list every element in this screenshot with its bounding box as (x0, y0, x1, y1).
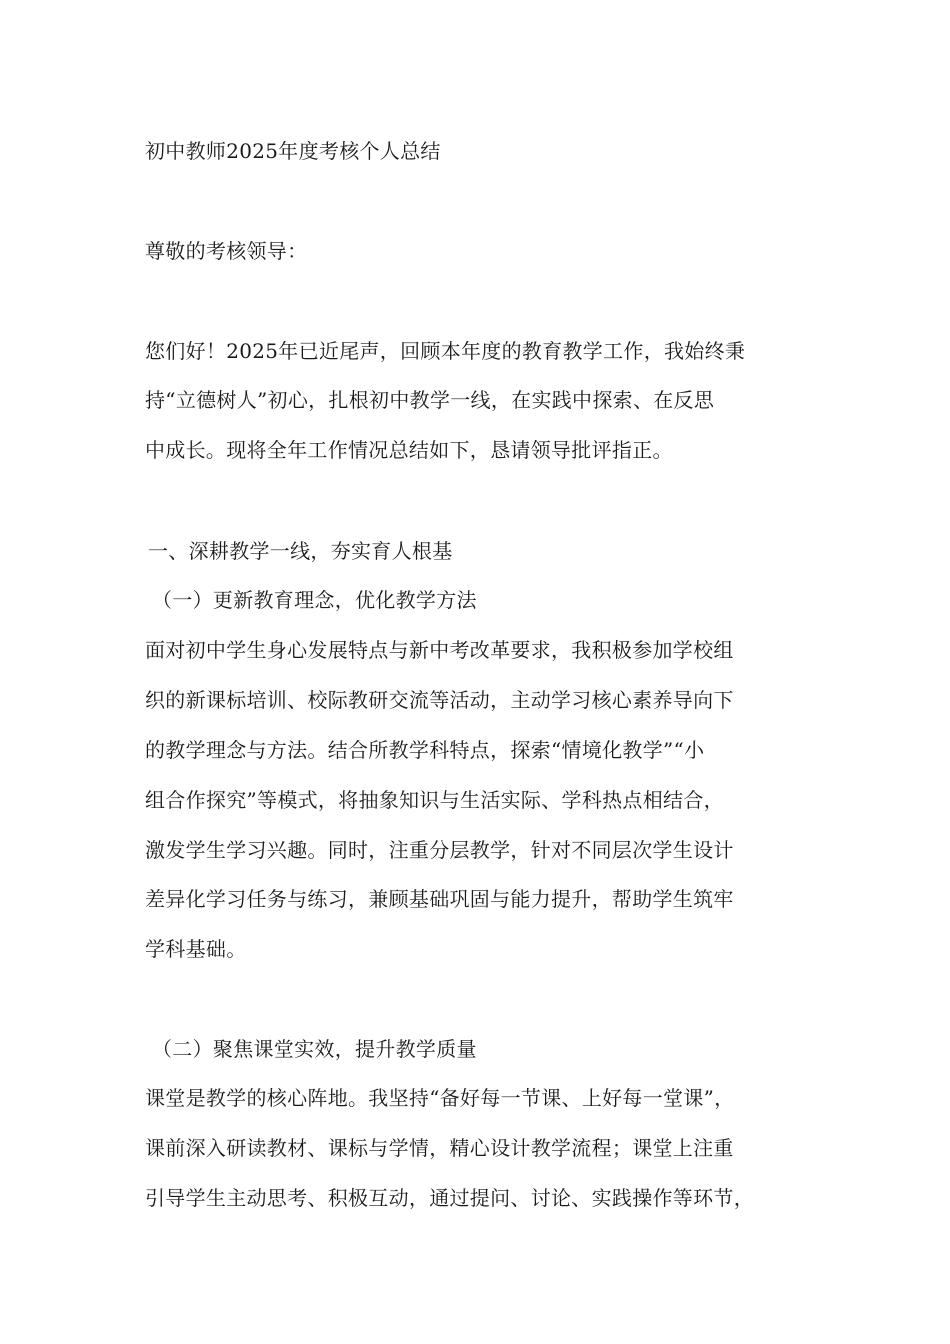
body-line: 织的新课标培训、校际教研交流等活动，主动学习核心素养导向下 (145, 688, 734, 712)
body-line: 课前深入研读教材、课标与学情，精心设计教学流程；课堂上注重 (145, 1136, 734, 1160)
body-line: 组合作探究”等模式，将抽象知识与生活实际、学科热点相结合， (145, 788, 724, 812)
subsection-heading: （二）聚焦课堂实效，提升教学质量 (152, 1037, 477, 1061)
body-line: 引导学生主动思考、积极互动，通过提问、讨论、实践操作等环节， (145, 1186, 754, 1210)
section-heading: 一、深耕教学一线，夯实育人根基 (148, 539, 453, 563)
body-line: 学科基础。 (145, 937, 247, 961)
document-title: 初中教师2025年度考核个人总结 (145, 139, 441, 163)
intro-line: 中成长。现将全年工作情况总结如下，恳请领导批评指正。 (145, 438, 673, 462)
body-line: 激发学生学习兴趣。同时，注重分层教学，针对不同层次学生设计 (145, 838, 734, 862)
intro-line: 持“立德树人”初心，扎根初中教学一线，在实践中探索、在反思 (145, 388, 715, 412)
body-line: 差异化学习任务与练习，兼顾基础巩固与能力提升，帮助学生筑牢 (145, 887, 734, 911)
body-line: 课堂是教学的核心阵地。我坚持“备好每一节课、上好每一堂课”， (145, 1086, 735, 1110)
body-line: 面对初中学生身心发展特点与新中考改革要求，我积极参加学校组 (145, 638, 734, 662)
subsection-heading: （一）更新教育理念，优化教学方法 (152, 588, 477, 612)
salutation: 尊敬的考核领导： (145, 239, 308, 263)
body-line: 的教学理念与方法。结合所教学科特点，探索“情境化教学”“小 (145, 738, 705, 762)
intro-line: 您们好！2025年已近尾声，回顾本年度的教育教学工作，我始终秉 (145, 339, 746, 363)
